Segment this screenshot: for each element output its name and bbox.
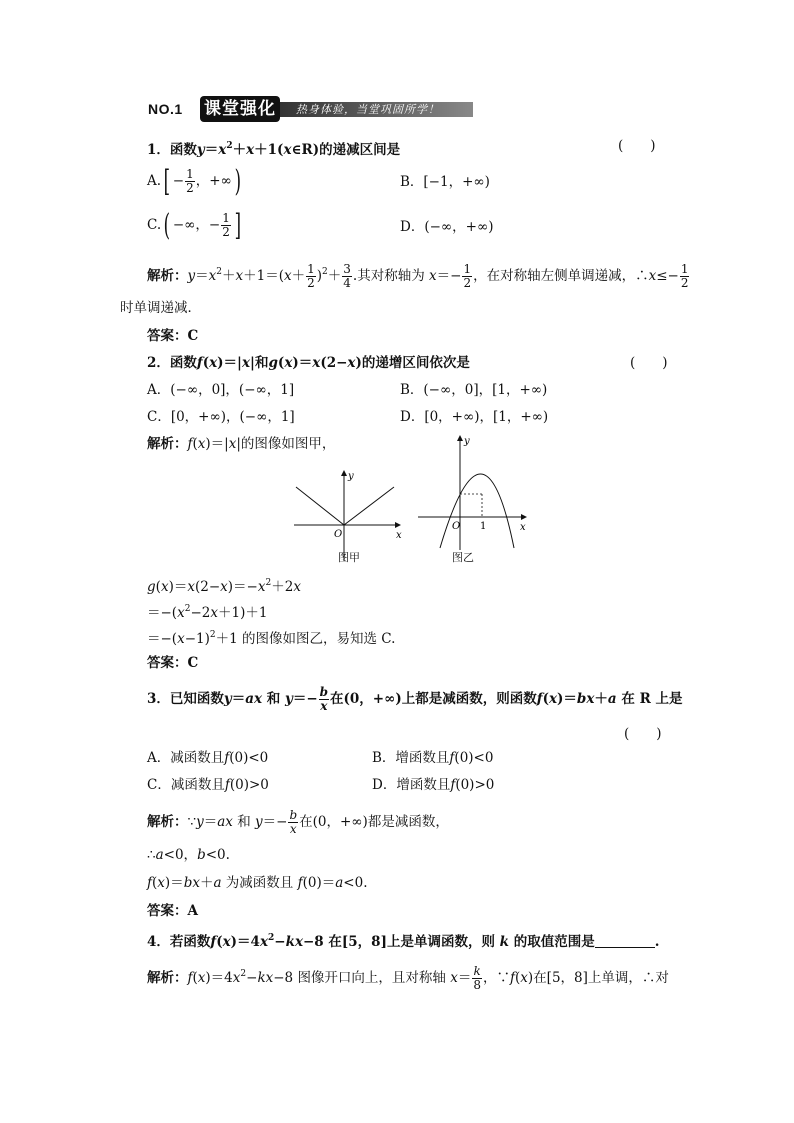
q2-answer: 答案：C bbox=[147, 655, 199, 671]
q4-blank bbox=[595, 933, 655, 948]
q1-answer: 答案：C bbox=[147, 328, 199, 344]
q2-option-c: C．[0，+∞)，(−∞，1] bbox=[147, 409, 295, 425]
q2-solution-intro: 解析：f(x)＝|x|的图像如图甲， bbox=[147, 436, 336, 452]
figure-jia-caption: 图甲 bbox=[338, 551, 360, 564]
q3-solution-line1: 解析：∵y＝ax 和 y＝− $\frac{b}{x}$ 在(0，+∞)都是减函数， bbox=[147, 808, 449, 836]
banner-strip bbox=[280, 102, 473, 117]
banner-tag: 课堂强化 bbox=[200, 96, 280, 122]
q3-stem: 3．已知函数y＝ax 和 y＝− $\frac{b}{x}$ 在(0，+∞)上都是减函数，则函数f(x)＝bx＋a 在 R 上是 bbox=[147, 685, 683, 713]
q2-option-a: A．(−∞，0]，(−∞，1] bbox=[147, 382, 295, 398]
origin-label: O bbox=[452, 521, 461, 532]
abs-curve bbox=[296, 487, 394, 525]
q3-answer: 答案：A bbox=[147, 903, 198, 919]
y-label: y bbox=[464, 436, 470, 447]
section-banner bbox=[148, 98, 473, 120]
q3-solution-line2: ∴a<0，b<0. bbox=[147, 847, 230, 863]
q3-option-c: C．减函数且f(0)>0 bbox=[147, 777, 269, 793]
q3-answer-paren: ( ) bbox=[624, 726, 662, 742]
q3-option-d: D．增函数且f(0)>0 bbox=[372, 777, 495, 793]
q2-option-d: D．[0，+∞)，[1，+∞) bbox=[400, 409, 549, 425]
banner-number: NO.1 bbox=[148, 101, 183, 117]
q2-solution-line3: $=-(x-1)^2+1$ 的图像如图乙，易知选 C. bbox=[147, 630, 396, 647]
q2-option-b: B．(−∞，0]，[1，+∞) bbox=[400, 382, 548, 398]
q1-option-d: D．(−∞，+∞) bbox=[400, 219, 494, 235]
origin-label: O bbox=[334, 529, 343, 540]
q1-option-a: A.[ − $\frac{1}{2}$ ，+∞) bbox=[147, 163, 241, 199]
q2-solution-line2: $=-(x^2-2x+1)+1$ bbox=[147, 604, 268, 621]
q1-option-c: C.( −∞，− $\frac{1}{2}$ ] bbox=[147, 207, 241, 243]
q4-stem: 4．若函数$f(x)=4x^2-kx-8$ 在[5，8]上是单调函数，则 k 的取值范围是 . bbox=[147, 933, 660, 950]
y-label: y bbox=[348, 471, 354, 482]
q3-solution-line3: f(x)＝bx＋a 为减函数且 f(0)＝a<0. bbox=[147, 875, 368, 891]
q1-stem: 1．函数$y=x^2+x+1(x\in R)$的递减区间是 bbox=[147, 141, 401, 158]
parabola-curve bbox=[440, 474, 514, 548]
q3-option-b: B．增函数且f(0)<0 bbox=[372, 750, 494, 766]
tick-one-label: 1 bbox=[480, 521, 487, 532]
q3-option-a: A．减函数且f(0)<0 bbox=[147, 750, 269, 766]
q1-solution-tail: 时单调递减． bbox=[120, 300, 201, 316]
q2-solution-line1: $g(x)=x(2-x)=-x^2+2x$ bbox=[147, 578, 301, 595]
figure-yi bbox=[414, 432, 534, 552]
banner-slogan: 热身体验，当堂巩固所学！ bbox=[296, 103, 440, 116]
x-label: x bbox=[520, 522, 526, 533]
q2-stem: 2．函数f(x)＝|x|和g(x)＝x(2−x)的递增区间依次是 bbox=[147, 355, 470, 371]
q4-solution: 解析：$f(x)=4x^2-kx-8$ 图像开口向上，且对称轴 x＝ $\frac{k}{8}$ ，∵f(x)在[5，8]上单调，∴对 bbox=[147, 964, 669, 992]
q1-option-b: B．[−1，+∞) bbox=[400, 174, 490, 190]
q1-solution: 解析：$y=x^2+x+1=(x+$ $\frac{1}{2}$ )$^2$＋ $\frac{3}{4}$ .其对称轴为 x＝− $\frac{1}{2}$ ，在对称轴左侧单调递减，∴x≤− $\frac{1}{2}$ bbox=[147, 262, 689, 290]
q1-answer-paren: ( ) bbox=[618, 138, 656, 154]
x-label: x bbox=[396, 530, 402, 541]
q2-answer-paren: ( ) bbox=[630, 355, 668, 371]
figure-yi-caption: 图乙 bbox=[452, 551, 474, 564]
